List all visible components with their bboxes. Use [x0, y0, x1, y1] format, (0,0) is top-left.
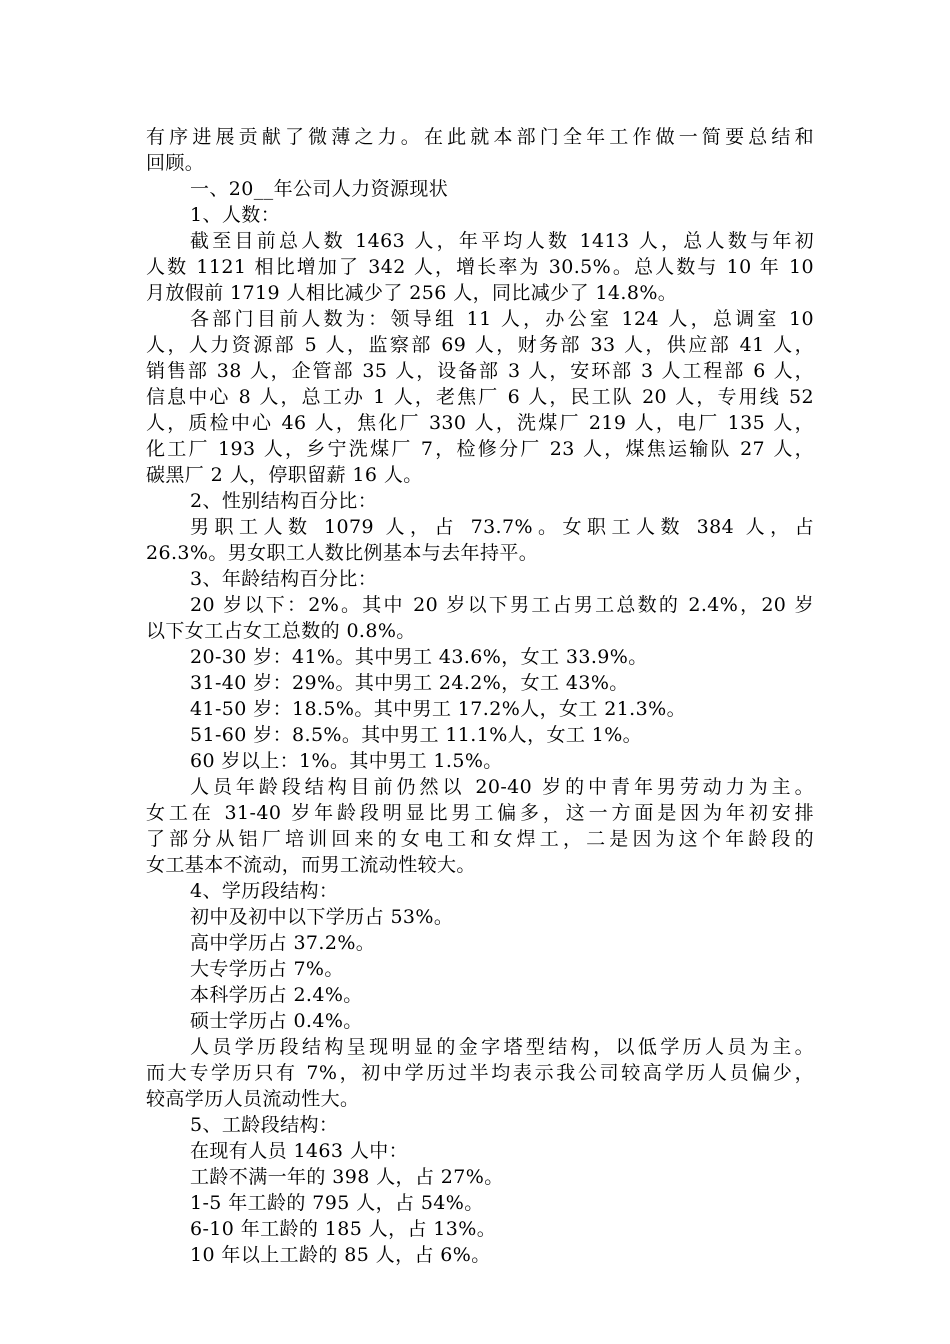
text-line: 较高学历人员流动性大。 — [146, 1088, 360, 1110]
text-line: 5、工龄段结构： — [190, 1114, 339, 1136]
text-line: 51-60 岁：8.5%。其中男工 11.1%人，女工 1%。 — [190, 724, 643, 746]
text-line: 一、20__年公司人力资源现状 — [190, 178, 449, 200]
text-line: 26.3%。男女职工人数比例基本与去年持平。 — [146, 542, 539, 564]
text-line: 31-40 岁：29%。其中男工 24.2%，女工 43%。 — [190, 672, 629, 694]
text-line: 硕士学历占 0.4%。 — [190, 1010, 363, 1032]
text-line: 初中及初中以下学历占 53%。 — [190, 906, 454, 928]
text-line: 而大专学历只有 7%，初中学历过半均表示我公司较高学历人员偏少， — [146, 1062, 814, 1084]
text-line: 了部分从铝厂培训回来的女电工和女焊工，二是因为这个年龄段的 — [146, 828, 814, 850]
text-line: 碳黑厂 2 人，停职留薪 16 人。 — [146, 464, 423, 486]
text-line: 本科学历占 2.4%。 — [190, 984, 363, 1006]
text-line: 各部门目前人数为：领导组 11 人，办公室 124 人，总调室 10 — [190, 308, 814, 330]
text-line: 1-5 年工龄的 795 人，占 54%。 — [190, 1192, 484, 1214]
text-line: 人员学历段结构呈现明显的金字塔型结构，以低学历人员为主。 — [190, 1036, 814, 1058]
text-line: 人，质检中心 46 人，焦化厂 330 人，洗煤厂 219 人，电厂 135 人， — [146, 412, 814, 434]
text-line: 6-10 年工龄的 185 人，占 13%。 — [190, 1218, 497, 1240]
text-line: 高中学历占 37.2%。 — [190, 932, 376, 954]
text-line: 女工基本不流动，而男工流动性较大。 — [146, 854, 476, 876]
text-line: 化工厂 193 人，乡宁洗煤厂 7，检修分厂 23 人，煤焦运输队 27 人， — [146, 438, 814, 460]
text-line: 人员年龄段结构目前仍然以 20-40 岁的中青年男劳动力为主。 — [190, 776, 814, 798]
text-line: 1、人数： — [190, 204, 281, 226]
text-line: 20 岁以下：2%。其中 20 岁以下男工占男工总数的 2.4%，20 岁 — [190, 594, 814, 616]
text-line: 10 年以上工龄的 85 人，占 6%。 — [190, 1244, 491, 1266]
text-line: 4、学历段结构： — [190, 880, 339, 902]
text-line: 男职工人数 1079 人，占 73.7%。女职工人数 384 人，占 — [190, 516, 814, 538]
text-line: 女工在 31-40 岁年龄段明显比男工偏多，这一方面是因为年初安排 — [146, 802, 814, 824]
text-line: 20-30 岁：41%。其中男工 43.6%，女工 33.9%。 — [190, 646, 648, 668]
text-line: 大专学历占 7%。 — [190, 958, 344, 980]
text-line: 月放假前 1719 人相比减少了 256 人，同比减少了 14.8%。 — [146, 282, 678, 304]
text-line: 在现有人员 1463 人中： — [190, 1140, 409, 1162]
text-line: 人数 1121 相比增加了 342 人，增长率为 30.5%。总人数与 10 年 10 — [146, 256, 814, 278]
text-line: 信息中心 8 人，总工办 1 人，老焦厂 6 人，民工队 20 人，专用线 52 — [146, 386, 814, 408]
text-line: 2、性别结构百分比： — [190, 490, 378, 512]
text-line: 人，人力资源部 5 人，监察部 69 人，财务部 33 人，供应部 41 人， — [146, 334, 814, 356]
text-line: 60 岁以上：1%。其中男工 1.5%。 — [190, 750, 503, 772]
document-body — [146, 124, 814, 1268]
text-line: 以下女工占女工总数的 0.8%。 — [146, 620, 416, 642]
text-line: 3、年龄结构百分比： — [190, 568, 378, 590]
text-line: 工龄不满一年的 398 人，占 27%。 — [190, 1166, 504, 1188]
text-line: 销售部 38 人，企管部 35 人，设备部 3 人，安环部 3 人工程部 6 人， — [146, 360, 814, 382]
text-line: 41-50 岁：18.5%。其中男工 17.2%人，女工 21.3%。 — [190, 698, 686, 720]
text-line: 截至目前总人数 1463 人，年平均人数 1413 人，总人数与年初 — [190, 230, 814, 252]
text-line: 回顾。 — [146, 152, 205, 174]
text-line: 有序进展贡献了微薄之力。在此就本部门全年工作做一简要总结和 — [146, 126, 814, 148]
